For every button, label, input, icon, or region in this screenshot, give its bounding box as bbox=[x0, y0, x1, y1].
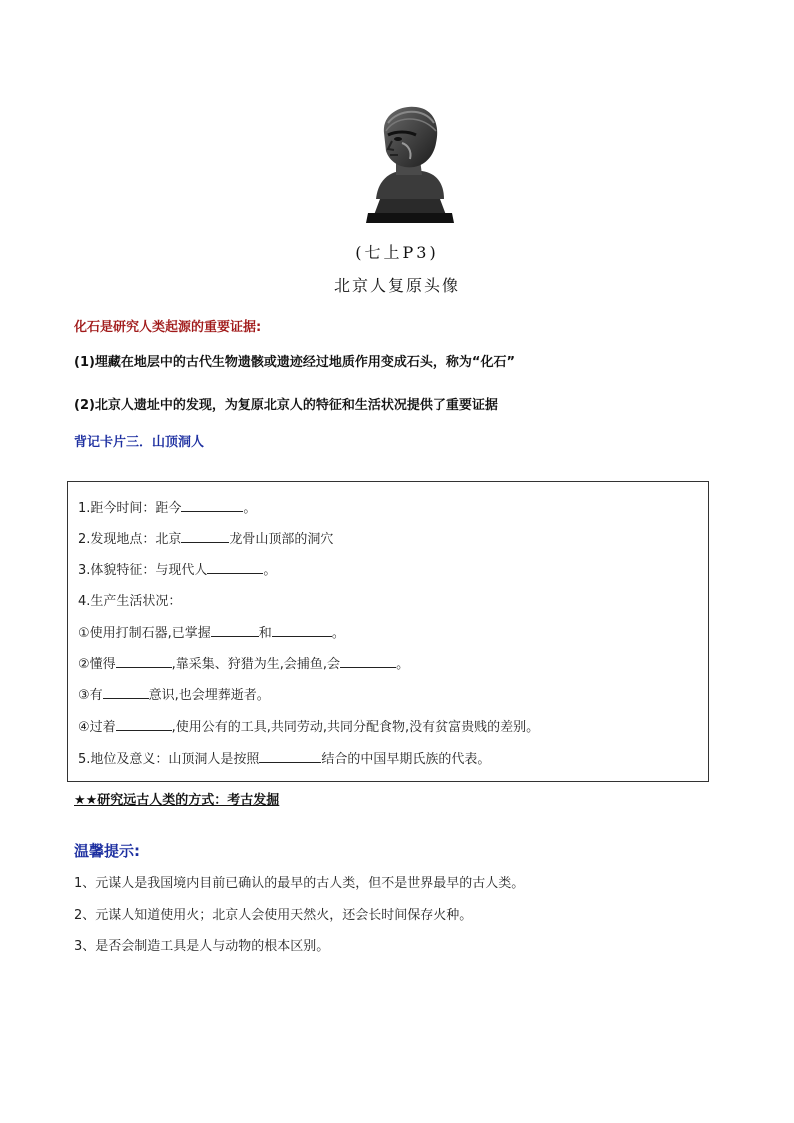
blank-6 bbox=[116, 655, 172, 668]
row-awareness bbox=[78, 684, 270, 703]
row-tools-label: ①使用打制石器,已掌握 bbox=[78, 626, 211, 641]
figure-caption: 北京人复原头像 bbox=[333, 276, 460, 295]
row-tools-end: 。 bbox=[331, 626, 345, 641]
row-significance-label: 5.地位及意义：山顶洞人是按照 bbox=[78, 752, 260, 767]
blank-8 bbox=[103, 686, 149, 699]
row-location-end: 龙骨山顶部的洞穴 bbox=[229, 532, 334, 547]
row-lifestyle-label: ④过着 bbox=[78, 720, 116, 735]
fossil-point-1: (1)埋藏在地层中的古代生物遗骸或遗迹经过地质作用变成石头，称为“化石” bbox=[74, 355, 516, 370]
row-location-label: 2.发现地点：北京 bbox=[78, 532, 182, 547]
fill-in-box bbox=[67, 481, 709, 782]
card-title: 背记卡片三．山顶洞人 bbox=[74, 435, 205, 450]
blank-1 bbox=[181, 499, 243, 512]
row-location bbox=[78, 528, 333, 547]
tips-heading: 温馨提示: bbox=[74, 842, 140, 860]
row-awareness-end: 意识,也会埋葬逝者。 bbox=[148, 688, 270, 703]
row-tools bbox=[78, 622, 345, 641]
row-time bbox=[78, 497, 256, 516]
tip-2: 2、元谋人知道使用火；北京人会使用天然火，还会长时间保存火种。 bbox=[74, 908, 473, 923]
row-appearance-end: 。 bbox=[263, 563, 277, 578]
row-significance bbox=[78, 748, 490, 767]
research-method-note: ★★研究远古人类的方式：考古发掘 bbox=[74, 793, 280, 808]
blank-10 bbox=[259, 750, 321, 763]
blank-3 bbox=[207, 561, 263, 574]
figure-reference: (七上P3) bbox=[355, 243, 439, 262]
row-time-label: 1.距今时间：距今 bbox=[78, 501, 182, 516]
row-lifestyle bbox=[78, 716, 539, 735]
bust-sculpture-image bbox=[358, 103, 462, 227]
row-significance-end: 结合的中国早期氏族的代表。 bbox=[321, 752, 491, 767]
tip-1: 1、元谋人是我国境内目前已确认的最早的古人类，但不是世界最早的古人类。 bbox=[74, 876, 525, 891]
row-skills bbox=[78, 653, 409, 672]
row-skills-end: 。 bbox=[396, 657, 410, 672]
blank-2 bbox=[181, 530, 229, 543]
fossil-heading: 化石是研究人类起源的重要证据: bbox=[74, 320, 262, 335]
fossil-point-2: (2)北京人遗址中的发现，为复原北京人的特征和生活状况提供了重要证据 bbox=[74, 398, 498, 413]
row-skills-label: ②懂得 bbox=[78, 657, 116, 672]
row-life-heading: 4.生产生活状况： bbox=[78, 594, 182, 609]
row-skills-mid: ,靠采集、狩猎为生,会捕鱼,会 bbox=[171, 657, 341, 672]
blank-9 bbox=[116, 718, 172, 731]
tip-3: 3、是否会制造工具是人与动物的根本区别。 bbox=[74, 939, 330, 954]
row-tools-mid: 和 bbox=[258, 626, 272, 641]
row-awareness-label: ③有 bbox=[78, 688, 103, 703]
row-time-end: 。 bbox=[243, 501, 257, 516]
blank-7 bbox=[340, 655, 396, 668]
row-appearance-label: 3.体貌特征：与现代人 bbox=[78, 563, 208, 578]
blank-4 bbox=[211, 624, 259, 637]
row-appearance bbox=[78, 559, 276, 578]
blank-5 bbox=[272, 624, 332, 637]
row-lifestyle-end: ,使用公有的工具,共同劳动,共同分配食物,没有贫富贵贱的差别。 bbox=[171, 720, 540, 735]
